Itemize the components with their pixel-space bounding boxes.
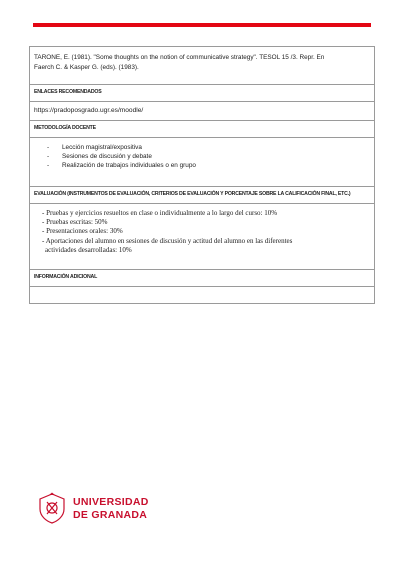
- info-adicional-header: INFORMACIÓN ADICIONAL: [30, 269, 374, 286]
- metodologia-header: METODOLOGÍA DOCENTE: [30, 120, 374, 137]
- list-item: - Pruebas escritas: 50%: [42, 218, 108, 227]
- university-name: [73, 496, 149, 522]
- enlaces-header: ENLACES RECOMENDADOS: [30, 84, 374, 101]
- list-item: - Pruebas y ejercicios resueltos en clase o individualmente a lo largo del curso: 10%: [42, 209, 278, 217]
- metodologia-list: [30, 137, 374, 186]
- evaluacion-header: EVALUACIÓN (INSTRUMENTOS DE EVALUACIÓN, CRITERIOS DE EVALUACIÓN Y PORCENTAJE SOBRE LA CALIFICACIÓN FINAL, ETC.): [30, 186, 374, 203]
- top-red-bar: [33, 23, 371, 27]
- list-item: - Lección magistral/expositiva: [47, 144, 142, 151]
- list-item: - Sesiones de discusión y debate: [47, 152, 152, 160]
- info-adicional-content: [30, 286, 374, 303]
- list-item-continuation: actividades desarrolladas: 10%: [45, 245, 132, 254]
- reference-line-2: Faerch C. & Kasper G. (eds). (1983).: [34, 63, 139, 71]
- university-logo: [37, 492, 177, 528]
- list-item: - Presentaciones orales: 30%: [42, 227, 123, 236]
- list-item: - Aportaciones del alumno en sesiones de discusión y actitud del alumno en las diferentes: [42, 236, 293, 245]
- course-guide-table: [29, 46, 375, 304]
- university-name-line-2: DE GRANADA: [73, 509, 148, 521]
- enlaces-link[interactable]: https://pradoposgrado.ugr.es/moodle/: [30, 101, 374, 120]
- evaluacion-list: [30, 203, 374, 269]
- university-name-line-1: UNIVERSIDAD: [73, 496, 149, 508]
- reference-line-1: TARONE, E. (1981). "Some thoughts on the notion of communicative strategy". TESOL 15 /3. Repr. En: [34, 54, 325, 61]
- university-shield-icon: [37, 492, 67, 525]
- bibliography-reference: [30, 47, 374, 84]
- list-item: - Realización de trabajos individuales o en grupo: [47, 161, 196, 169]
